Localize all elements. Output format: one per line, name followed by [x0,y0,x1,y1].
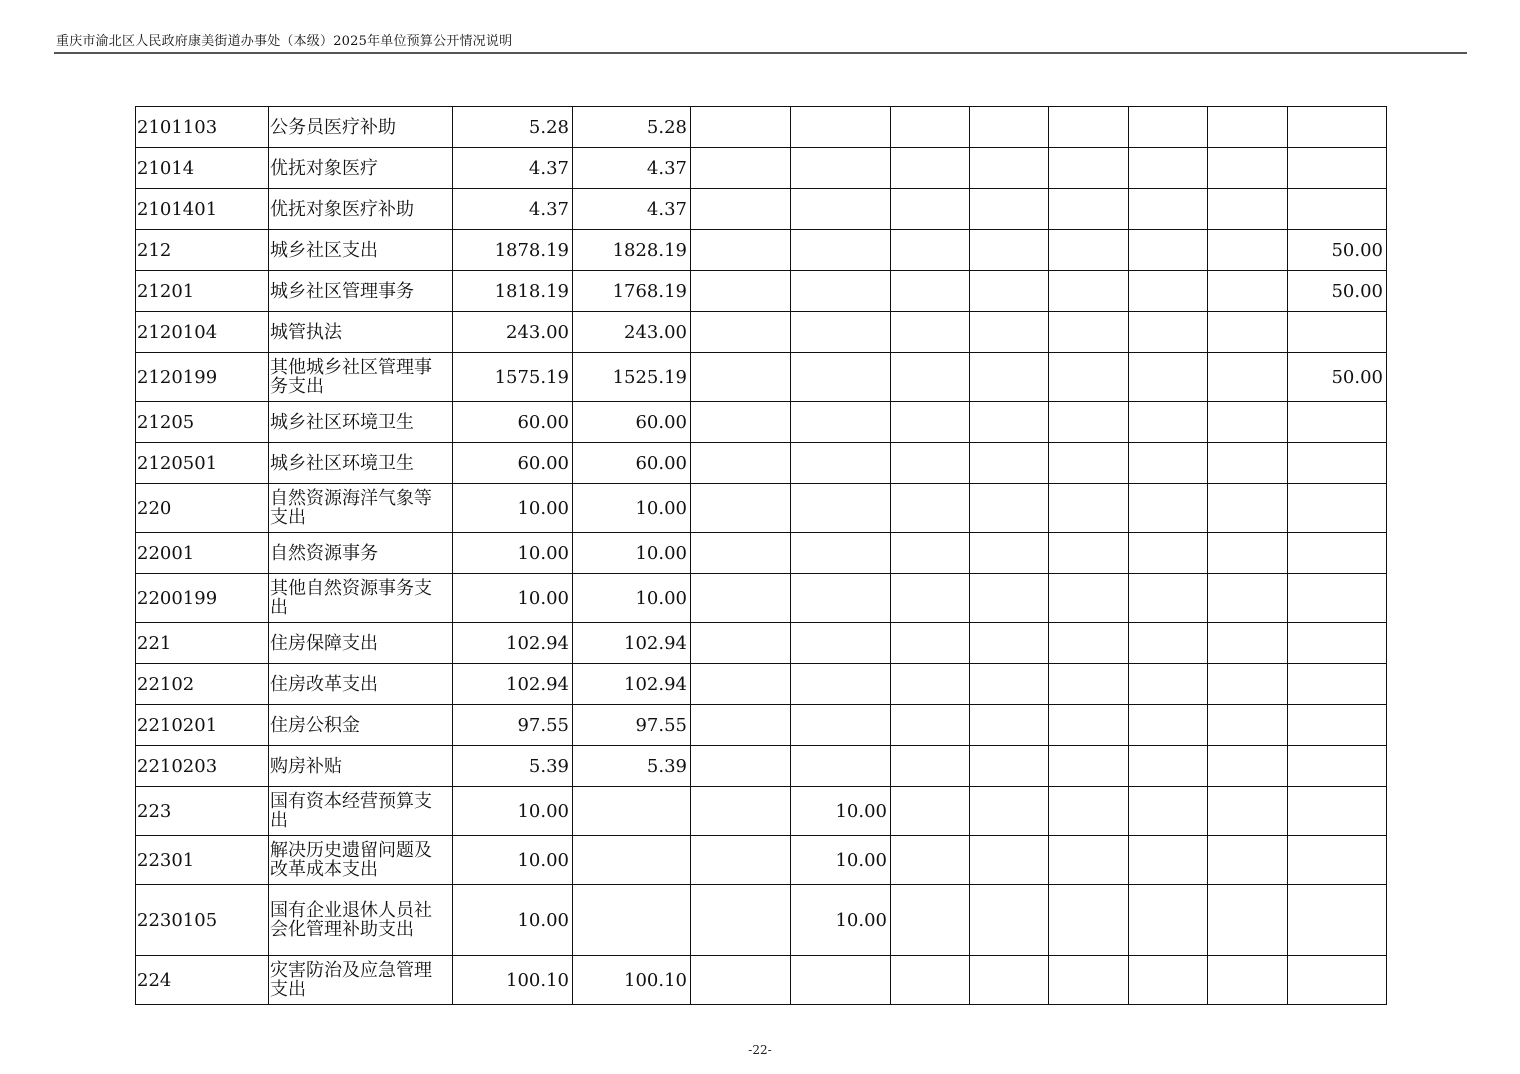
subject-code-cell: 22301 [136,836,269,885]
amount-cell [1049,230,1129,271]
amount-cell [1049,312,1129,353]
amount-cell [1129,271,1208,312]
amount-cell [691,885,791,956]
amount-cell [1129,353,1208,402]
amount-cell [573,787,691,836]
amount-cell [970,623,1049,664]
amount-cell [1049,107,1129,148]
amount-cell [1208,787,1288,836]
amount-cell [691,353,791,402]
amount-cell [970,574,1049,623]
amount-cell [1288,148,1387,189]
subject-name-cell: 国有资本经营预算支出 [269,787,453,836]
amount-cell [691,705,791,746]
subject-code-cell: 212 [136,230,269,271]
amount-cell [1288,746,1387,787]
amount-cell [1208,836,1288,885]
amount-cell [691,533,791,574]
amount-cell: 5.39 [573,746,691,787]
amount-cell: 60.00 [573,402,691,443]
amount-cell: 1828.19 [573,230,691,271]
amount-cell [1049,189,1129,230]
amount-cell: 102.94 [573,664,691,705]
amount-cell: 100.10 [453,956,573,1005]
amount-cell [1129,312,1208,353]
amount-cell [791,148,891,189]
subject-name-cell: 住房改革支出 [269,664,453,705]
amount-cell [970,189,1049,230]
amount-cell [970,107,1049,148]
amount-cell [1288,533,1387,574]
subject-code-cell: 2210201 [136,705,269,746]
amount-cell [1288,443,1387,484]
amount-cell [1129,787,1208,836]
amount-cell [1208,623,1288,664]
amount-cell [1049,271,1129,312]
amount-cell [891,746,970,787]
subject-name-cell: 城乡社区环境卫生 [269,402,453,443]
subject-code-cell: 220 [136,484,269,533]
amount-cell [970,885,1049,956]
subject-code-cell: 2210203 [136,746,269,787]
amount-cell [891,574,970,623]
table-row [136,271,1387,312]
amount-cell [1129,623,1208,664]
subject-name-cell: 住房保障支出 [269,623,453,664]
amount-cell [791,705,891,746]
amount-cell [1288,787,1387,836]
amount-cell: 60.00 [453,443,573,484]
amount-cell [970,312,1049,353]
document-header-title: 重庆市渝北区人民政府康美街道办事处（本级）2025年单位预算公开情况说明 [56,34,513,49]
amount-cell [691,271,791,312]
amount-cell [970,148,1049,189]
amount-cell [691,148,791,189]
amount-cell [891,533,970,574]
amount-cell [791,402,891,443]
subject-code-cell: 2101401 [136,189,269,230]
subject-name-cell: 其他自然资源事务支出 [269,574,453,623]
amount-cell: 60.00 [573,443,691,484]
table-row [136,148,1387,189]
amount-cell [1288,574,1387,623]
amount-cell [891,664,970,705]
subject-code-cell: 21201 [136,271,269,312]
subject-code-cell: 2230105 [136,885,269,956]
amount-cell [791,230,891,271]
amount-cell [791,353,891,402]
amount-cell: 10.00 [791,787,891,836]
subject-name-cell: 城乡社区管理事务 [269,271,453,312]
amount-cell [891,402,970,443]
table-row [136,484,1387,533]
amount-cell [1208,271,1288,312]
amount-cell [573,836,691,885]
amount-cell [791,533,891,574]
amount-cell [691,107,791,148]
table-row [136,402,1387,443]
amount-cell [970,271,1049,312]
amount-cell: 50.00 [1288,271,1387,312]
table-row [136,787,1387,836]
amount-cell [691,484,791,533]
amount-cell [691,443,791,484]
subject-name-cell: 住房公积金 [269,705,453,746]
table-row [136,353,1387,402]
amount-cell: 50.00 [1288,230,1387,271]
subject-code-cell: 2120199 [136,353,269,402]
table-row [136,107,1387,148]
amount-cell [1288,312,1387,353]
amount-cell [1208,956,1288,1005]
amount-cell: 10.00 [573,533,691,574]
amount-cell [1129,885,1208,956]
amount-cell [1049,836,1129,885]
amount-cell [970,746,1049,787]
amount-cell [1129,836,1208,885]
subject-code-cell: 22102 [136,664,269,705]
amount-cell [691,836,791,885]
amount-cell: 10.00 [453,885,573,956]
subject-name-cell: 城乡社区支出 [269,230,453,271]
amount-cell [970,956,1049,1005]
amount-cell: 1525.19 [573,353,691,402]
amount-cell [791,746,891,787]
amount-cell [1049,746,1129,787]
amount-cell [891,148,970,189]
table-row [136,189,1387,230]
amount-cell: 10.00 [573,574,691,623]
table-row [136,533,1387,574]
amount-cell [891,885,970,956]
subject-code-cell: 2120501 [136,443,269,484]
amount-cell [970,443,1049,484]
amount-cell [1129,705,1208,746]
subject-name-cell: 灾害防治及应急管理支出 [269,956,453,1005]
amount-cell [791,107,891,148]
amount-cell: 10.00 [453,484,573,533]
amount-cell: 4.37 [573,148,691,189]
amount-cell [891,312,970,353]
amount-cell [1049,533,1129,574]
amount-cell [970,787,1049,836]
subject-name-cell: 其他城乡社区管理事务支出 [269,353,453,402]
subject-code-cell: 22001 [136,533,269,574]
table-row [136,623,1387,664]
table-row [136,956,1387,1005]
amount-cell [691,746,791,787]
amount-cell: 10.00 [453,533,573,574]
subject-name-cell: 自然资源海洋气象等支出 [269,484,453,533]
amount-cell [691,189,791,230]
amount-cell [1129,484,1208,533]
amount-cell: 10.00 [453,574,573,623]
table-row [136,746,1387,787]
page-number: -22- [748,1043,772,1057]
amount-cell [1129,574,1208,623]
amount-cell [1208,353,1288,402]
amount-cell [1049,402,1129,443]
amount-cell [1129,148,1208,189]
amount-cell [970,836,1049,885]
amount-cell [970,230,1049,271]
subject-name-cell: 城乡社区环境卫生 [269,443,453,484]
amount-cell [1208,148,1288,189]
amount-cell [1288,836,1387,885]
amount-cell [891,443,970,484]
amount-cell [1208,312,1288,353]
amount-cell [891,353,970,402]
amount-cell: 5.28 [573,107,691,148]
amount-cell: 10.00 [573,484,691,533]
subject-name-cell: 国有企业退休人员社会化管理补助支出 [269,885,453,956]
amount-cell [791,664,891,705]
amount-cell [891,484,970,533]
amount-cell: 4.37 [453,148,573,189]
amount-cell: 102.94 [453,623,573,664]
table-row [136,885,1387,956]
amount-cell [1288,664,1387,705]
amount-cell [1208,484,1288,533]
amount-cell [1208,664,1288,705]
table-row [136,836,1387,885]
amount-cell [1129,533,1208,574]
amount-cell [1129,189,1208,230]
amount-cell [691,574,791,623]
amount-cell [891,623,970,664]
amount-cell [791,956,891,1005]
amount-cell [1208,107,1288,148]
amount-cell [1208,443,1288,484]
amount-cell: 4.37 [453,189,573,230]
amount-cell [1049,443,1129,484]
amount-cell [1208,705,1288,746]
amount-cell [891,107,970,148]
amount-cell [1288,402,1387,443]
amount-cell: 5.39 [453,746,573,787]
amount-cell [691,623,791,664]
amount-cell [1288,484,1387,533]
amount-cell [970,353,1049,402]
amount-cell [1129,402,1208,443]
amount-cell [970,664,1049,705]
amount-cell [1208,402,1288,443]
amount-cell [573,885,691,956]
amount-cell [1288,705,1387,746]
header-divider [54,52,1467,54]
amount-cell: 5.28 [453,107,573,148]
subject-name-cell: 购房补贴 [269,746,453,787]
amount-cell [1049,148,1129,189]
subject-name-cell: 解决历史遗留问题及改革成本支出 [269,836,453,885]
amount-cell: 97.55 [453,705,573,746]
amount-cell [1049,353,1129,402]
amount-cell [1049,574,1129,623]
amount-cell [1208,533,1288,574]
amount-cell [1049,787,1129,836]
amount-cell: 60.00 [453,402,573,443]
amount-cell [1288,956,1387,1005]
amount-cell [791,623,891,664]
amount-cell [1208,885,1288,956]
amount-cell [791,189,891,230]
amount-cell [791,271,891,312]
table-row [136,705,1387,746]
amount-cell: 102.94 [573,623,691,664]
table-row [136,443,1387,484]
amount-cell: 1818.19 [453,271,573,312]
amount-cell [691,956,791,1005]
amount-cell [1049,956,1129,1005]
amount-cell [1129,230,1208,271]
subject-code-cell: 21205 [136,402,269,443]
amount-cell [691,787,791,836]
amount-cell: 4.37 [573,189,691,230]
amount-cell [1129,956,1208,1005]
subject-name-cell: 城管执法 [269,312,453,353]
subject-code-cell: 21014 [136,148,269,189]
amount-cell: 243.00 [573,312,691,353]
amount-cell: 10.00 [791,885,891,956]
amount-cell [970,484,1049,533]
amount-cell: 1878.19 [453,230,573,271]
amount-cell [691,230,791,271]
amount-cell [970,533,1049,574]
amount-cell [1208,574,1288,623]
amount-cell [1049,484,1129,533]
amount-cell [691,402,791,443]
amount-cell [791,574,891,623]
amount-cell [1049,705,1129,746]
amount-cell [791,443,891,484]
amount-cell: 102.94 [453,664,573,705]
subject-name-cell: 公务员医疗补助 [269,107,453,148]
amount-cell: 97.55 [573,705,691,746]
subject-code-cell: 221 [136,623,269,664]
subject-name-cell: 自然资源事务 [269,533,453,574]
table-row [136,312,1387,353]
amount-cell [1208,746,1288,787]
amount-cell [1049,664,1129,705]
budget-table-body [136,107,1387,1005]
amount-cell [891,787,970,836]
amount-cell: 10.00 [453,787,573,836]
amount-cell [1129,746,1208,787]
amount-cell [1049,885,1129,956]
amount-cell [891,956,970,1005]
amount-cell [1049,623,1129,664]
amount-cell [1129,664,1208,705]
table-row [136,664,1387,705]
amount-cell [791,484,891,533]
amount-cell [1288,107,1387,148]
amount-cell: 50.00 [1288,353,1387,402]
table-row [136,230,1387,271]
amount-cell [891,705,970,746]
amount-cell: 243.00 [453,312,573,353]
amount-cell: 100.10 [573,956,691,1005]
amount-cell: 1575.19 [453,353,573,402]
subject-name-cell: 优抚对象医疗 [269,148,453,189]
subject-code-cell: 2200199 [136,574,269,623]
amount-cell [970,705,1049,746]
amount-cell [1129,107,1208,148]
amount-cell [891,271,970,312]
amount-cell [791,312,891,353]
table-row [136,574,1387,623]
subject-name-cell: 优抚对象医疗补助 [269,189,453,230]
amount-cell [691,664,791,705]
amount-cell: 10.00 [791,836,891,885]
amount-cell: 10.00 [453,836,573,885]
subject-code-cell: 2120104 [136,312,269,353]
subject-code-cell: 223 [136,787,269,836]
subject-code-cell: 2101103 [136,107,269,148]
amount-cell [970,402,1049,443]
amount-cell [1288,623,1387,664]
amount-cell [1288,189,1387,230]
amount-cell [691,312,791,353]
amount-cell [1288,885,1387,956]
amount-cell [1208,189,1288,230]
amount-cell [891,230,970,271]
amount-cell [1129,443,1208,484]
amount-cell [891,836,970,885]
amount-cell [891,189,970,230]
amount-cell: 1768.19 [573,271,691,312]
budget-table [135,106,1387,1005]
amount-cell [1208,230,1288,271]
subject-code-cell: 224 [136,956,269,1005]
